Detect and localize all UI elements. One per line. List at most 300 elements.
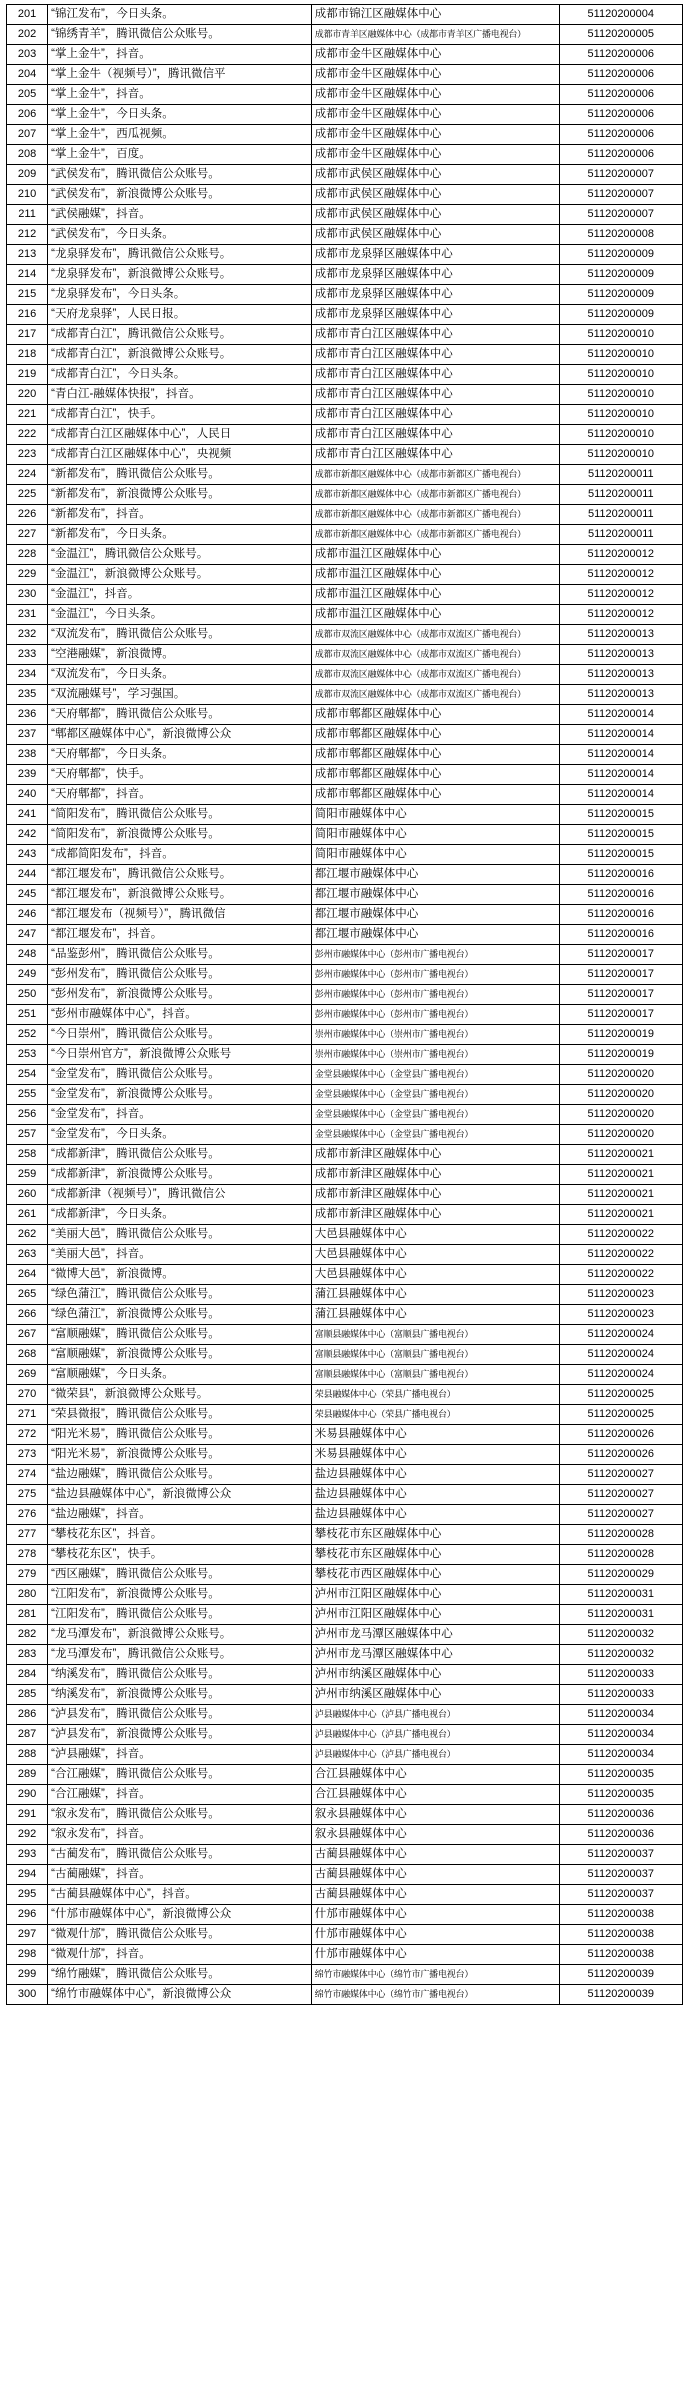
row-name: “今日崇州官方”，新浪微博公众账号 [48,1045,312,1065]
row-name: “成都新津”，今日头条。 [48,1205,312,1225]
row-index: 243 [7,845,48,865]
row-license-code: 51120200028 [559,1525,682,1545]
table-row [7,1125,683,1145]
row-organization: 成都市龙泉驿区融媒体中心 [311,285,559,305]
row-index: 291 [7,1805,48,1825]
row-organization: 合江县融媒体中心 [311,1785,559,1805]
row-organization: 简阳市融媒体中心 [311,825,559,845]
row-index: 205 [7,85,48,105]
row-license-code: 51120200015 [559,805,682,825]
row-index: 227 [7,525,48,545]
row-index: 248 [7,945,48,965]
table-row [7,1105,683,1125]
row-index: 236 [7,705,48,725]
row-index: 258 [7,1145,48,1165]
row-license-code: 51120200010 [559,365,682,385]
table-row [7,1285,683,1305]
row-index: 270 [7,1385,48,1405]
table-row [7,505,683,525]
table-row [7,5,683,25]
row-name: “彭州发布”，新浪微博公众账号。 [48,985,312,1005]
table-row [7,1705,683,1725]
table-row [7,65,683,85]
table-row [7,165,683,185]
table-row [7,1425,683,1445]
table-row [7,485,683,505]
row-organization: 成都市金牛区融媒体中心 [311,65,559,85]
row-index: 264 [7,1265,48,1285]
row-name: “成都青白江区融媒体中心”，央视频 [48,445,312,465]
row-name: “成都新津”，新浪微博公众账号。 [48,1165,312,1185]
table-row [7,1885,683,1905]
row-organization: 泸州市江阳区融媒体中心 [311,1585,559,1605]
row-index: 267 [7,1325,48,1345]
row-license-code: 51120200014 [559,745,682,765]
row-organization: 简阳市融媒体中心 [311,805,559,825]
table-row [7,1585,683,1605]
row-organization: 成都市新津区融媒体中心 [311,1185,559,1205]
row-name: “品鉴彭州”，腾讯微信公众账号。 [48,945,312,965]
row-license-code: 51120200016 [559,865,682,885]
table-row [7,1025,683,1045]
table-row [7,105,683,125]
table-row [7,1805,683,1825]
row-organization: 盐边县融媒体中心 [311,1465,559,1485]
row-organization: 荣县融媒体中心（荣县广播电视台） [311,1385,559,1405]
row-organization: 大邑县融媒体中心 [311,1265,559,1285]
row-license-code: 51120200031 [559,1605,682,1625]
row-index: 251 [7,1005,48,1025]
row-license-code: 51120200011 [559,505,682,525]
table-row [7,1605,683,1625]
row-organization: 简阳市融媒体中心 [311,845,559,865]
row-license-code: 51120200014 [559,765,682,785]
row-name: “掌上金牛”，西瓜视频。 [48,125,312,145]
row-license-code: 51120200027 [559,1485,682,1505]
row-license-code: 51120200015 [559,845,682,865]
row-name: “微观什邡”，抖音。 [48,1945,312,1965]
row-name: “金温江”，抖音。 [48,585,312,605]
row-license-code: 51120200026 [559,1445,682,1465]
table-row [7,665,683,685]
row-license-code: 51120200019 [559,1045,682,1065]
row-license-code: 51120200020 [559,1085,682,1105]
row-name: “掌上金牛”，百度。 [48,145,312,165]
table-row [7,1145,683,1165]
row-name: “西区融媒”，腾讯微信公众账号。 [48,1565,312,1585]
row-index: 252 [7,1025,48,1045]
table-body [7,5,683,2005]
row-name: “金堂发布”，新浪微博公众账号。 [48,1085,312,1105]
table-row [7,865,683,885]
row-name: “富顺融媒”，今日头条。 [48,1365,312,1385]
table-row [7,705,683,725]
row-license-code: 51120200027 [559,1505,682,1525]
row-license-code: 51120200017 [559,1005,682,1025]
row-index: 279 [7,1565,48,1585]
row-license-code: 51120200012 [559,605,682,625]
row-license-code: 51120200025 [559,1405,682,1425]
row-index: 244 [7,865,48,885]
row-organization: 泸州市纳溪区融媒体中心 [311,1665,559,1685]
row-index: 292 [7,1825,48,1845]
row-name: “什邡市融媒体中心”，新浪微博公众 [48,1905,312,1925]
row-name: “金堂发布”，腾讯微信公众账号。 [48,1065,312,1085]
row-organization: 富顺县融媒体中心（富顺县广播电视台） [311,1325,559,1345]
row-name: “今日崇州”，腾讯微信公众账号。 [48,1025,312,1045]
row-organization: 金堂县融媒体中心（金堂县广播电视台） [311,1085,559,1105]
row-license-code: 51120200010 [559,345,682,365]
row-organization: 什邡市融媒体中心 [311,1925,559,1945]
table-row [7,325,683,345]
row-license-code: 51120200036 [559,1805,682,1825]
row-organization: 泸县融媒体中心（泸县广播电视台） [311,1705,559,1725]
row-name: “成都新津”，腾讯微信公众账号。 [48,1145,312,1165]
row-name: “龙泉驿发布”，今日头条。 [48,285,312,305]
table-row [7,245,683,265]
row-name: “成都新津（视频号）”，腾讯微信公 [48,1185,312,1205]
row-license-code: 51120200006 [559,65,682,85]
row-organization: 泸州市纳溪区融媒体中心 [311,1685,559,1705]
row-license-code: 51120200038 [559,1945,682,1965]
row-license-code: 51120200012 [559,585,682,605]
row-index: 232 [7,625,48,645]
row-index: 289 [7,1765,48,1785]
row-index: 229 [7,565,48,585]
table-row [7,1685,683,1705]
table-row [7,545,683,565]
table-row [7,1245,683,1265]
table-row [7,1645,683,1665]
table-row [7,765,683,785]
row-organization: 古蔺县融媒体中心 [311,1865,559,1885]
row-license-code: 51120200006 [559,125,682,145]
row-organization: 成都市青白江区融媒体中心 [311,405,559,425]
row-index: 282 [7,1625,48,1645]
row-organization: 成都市新津区融媒体中心 [311,1205,559,1225]
row-name: “成都青白江”，快手。 [48,405,312,425]
row-name: “绿色蒲江”，新浪微博公众账号。 [48,1305,312,1325]
row-organization: 崇州市融媒体中心（崇州市广播电视台） [311,1025,559,1045]
row-index: 300 [7,1985,48,2005]
table-row [7,1165,683,1185]
row-organization: 彭州市融媒体中心（彭州市广播电视台） [311,965,559,985]
row-index: 263 [7,1245,48,1265]
row-name: “天府郫都”，快手。 [48,765,312,785]
row-license-code: 51120200039 [559,1965,682,1985]
row-license-code: 51120200020 [559,1065,682,1085]
row-organization: 泸州市龙马潭区融媒体中心 [311,1625,559,1645]
row-name: “微博大邑”，新浪微博。 [48,1265,312,1285]
row-license-code: 51120200037 [559,1885,682,1905]
row-index: 220 [7,385,48,405]
table-row [7,1665,683,1685]
table-row [7,1945,683,1965]
table-row [7,1845,683,1865]
row-organization: 成都市新都区融媒体中心（成都市新都区广播电视台） [311,525,559,545]
row-index: 294 [7,1865,48,1885]
row-organization: 金堂县融媒体中心（金堂县广播电视台） [311,1065,559,1085]
row-license-code: 51120200006 [559,105,682,125]
table-row [7,1765,683,1785]
row-index: 233 [7,645,48,665]
row-index: 288 [7,1745,48,1765]
row-license-code: 51120200010 [559,385,682,405]
row-license-code: 51120200019 [559,1025,682,1045]
row-license-code: 51120200023 [559,1305,682,1325]
row-name: “叙永发布”，抖音。 [48,1825,312,1845]
row-license-code: 51120200014 [559,785,682,805]
table-row [7,1465,683,1485]
row-index: 298 [7,1945,48,1965]
row-license-code: 51120200020 [559,1125,682,1145]
row-index: 281 [7,1605,48,1625]
row-name: “富顺融媒”，腾讯微信公众账号。 [48,1325,312,1345]
table-row [7,45,683,65]
row-license-code: 51120200035 [559,1785,682,1805]
row-license-code: 51120200010 [559,325,682,345]
row-license-code: 51120200006 [559,85,682,105]
table-row [7,385,683,405]
table-row [7,1925,683,1945]
row-organization: 都江堰市融媒体中心 [311,865,559,885]
row-name: “美丽大邑”，腾讯微信公众账号。 [48,1225,312,1245]
row-organization: 古蔺县融媒体中心 [311,1845,559,1865]
table-row [7,605,683,625]
row-index: 254 [7,1065,48,1085]
row-index: 249 [7,965,48,985]
row-name: “武侯发布”，今日头条。 [48,225,312,245]
table-row [7,1825,683,1845]
row-index: 259 [7,1165,48,1185]
row-organization: 绵竹市融媒体中心（绵竹市广播电视台） [311,1965,559,1985]
row-organization: 成都市新津区融媒体中心 [311,1145,559,1165]
row-organization: 成都市武侯区融媒体中心 [311,185,559,205]
row-name: “龙马潭发布”，腾讯微信公众账号。 [48,1645,312,1665]
row-organization: 成都市郫都区融媒体中心 [311,785,559,805]
table-row [7,1325,683,1345]
table-row [7,985,683,1005]
row-organization: 都江堰市融媒体中心 [311,925,559,945]
row-name: “锦江发布”，今日头条。 [48,5,312,25]
row-index: 285 [7,1685,48,1705]
row-index: 215 [7,285,48,305]
row-name: “天府龙泉驿”，人民日报。 [48,305,312,325]
row-license-code: 51120200012 [559,545,682,565]
row-index: 219 [7,365,48,385]
row-organization: 成都市龙泉驿区融媒体中心 [311,305,559,325]
row-name: “攀枝花东区”，抖音。 [48,1525,312,1545]
row-name: “掌上金牛”，抖音。 [48,85,312,105]
row-name: “金堂发布”，抖音。 [48,1105,312,1125]
row-license-code: 51120200022 [559,1225,682,1245]
row-name: “阳光米易”，腾讯微信公众账号。 [48,1425,312,1445]
row-license-code: 51120200037 [559,1845,682,1865]
row-organization: 都江堰市融媒体中心 [311,905,559,925]
table-row [7,1625,683,1645]
row-name: “盐边融媒”，腾讯微信公众账号。 [48,1465,312,1485]
row-index: 253 [7,1045,48,1065]
row-license-code: 51120200009 [559,305,682,325]
row-license-code: 51120200026 [559,1425,682,1445]
row-organization: 成都市龙泉驿区融媒体中心 [311,265,559,285]
row-index: 208 [7,145,48,165]
table-row [7,1045,683,1065]
row-organization: 蒲江县融媒体中心 [311,1305,559,1325]
row-license-code: 51120200014 [559,725,682,745]
row-organization: 成都市双流区融媒体中心（成都市双流区广播电视台） [311,625,559,645]
row-index: 228 [7,545,48,565]
row-license-code: 51120200014 [559,705,682,725]
table-row [7,685,683,705]
table-row [7,1485,683,1505]
row-name: “天府郫都”，腾讯微信公众账号。 [48,705,312,725]
row-index: 210 [7,185,48,205]
row-index: 211 [7,205,48,225]
row-name: “新都发布”，新浪微博公众账号。 [48,485,312,505]
row-license-code: 51120200021 [559,1205,682,1225]
row-name: “掌上金牛（视频号）”，腾讯微信平 [48,65,312,85]
row-organization: 成都市郫都区融媒体中心 [311,745,559,765]
row-name: “金温江”，新浪微博公众账号。 [48,565,312,585]
row-name: “成都简阳发布”，抖音。 [48,845,312,865]
row-license-code: 51120200024 [559,1365,682,1385]
row-organization: 米易县融媒体中心 [311,1445,559,1465]
table-row [7,845,683,865]
row-index: 239 [7,765,48,785]
table-row [7,1505,683,1525]
row-name: “阳光米易”，新浪微博公众账号。 [48,1445,312,1465]
row-name: “新都发布”，今日头条。 [48,525,312,545]
row-index: 218 [7,345,48,365]
row-organization: 成都市温江区融媒体中心 [311,545,559,565]
row-license-code: 51120200004 [559,5,682,25]
table-row [7,565,683,585]
row-organization: 成都市青白江区融媒体中心 [311,425,559,445]
row-license-code: 51120200013 [559,625,682,645]
table-row [7,445,683,465]
row-organization: 成都市双流区融媒体中心（成都市双流区广播电视台） [311,645,559,665]
row-organization: 成都市新都区融媒体中心（成都市新都区广播电视台） [311,485,559,505]
row-organization: 成都市郫都区融媒体中心 [311,765,559,785]
row-name: “叙永发布”，腾讯微信公众账号。 [48,1805,312,1825]
row-name: “成都青白江区融媒体中心”，人民日 [48,425,312,445]
table-row [7,1205,683,1225]
row-organization: 成都市武侯区融媒体中心 [311,165,559,185]
table-row [7,205,683,225]
row-name: “掌上金牛”，抖音。 [48,45,312,65]
row-name: “攀枝花东区”，快手。 [48,1545,312,1565]
table-row [7,945,683,965]
row-index: 255 [7,1085,48,1105]
row-organization: 成都市双流区融媒体中心（成都市双流区广播电视台） [311,685,559,705]
row-license-code: 51120200024 [559,1345,682,1365]
table-row [7,785,683,805]
row-index: 284 [7,1665,48,1685]
row-index: 295 [7,1885,48,1905]
row-index: 226 [7,505,48,525]
row-index: 276 [7,1505,48,1525]
row-organization: 金堂县融媒体中心（金堂县广播电视台） [311,1125,559,1145]
row-license-code: 51120200009 [559,265,682,285]
row-index: 262 [7,1225,48,1245]
row-name: “新都发布”，抖音。 [48,505,312,525]
row-license-code: 51120200007 [559,185,682,205]
row-index: 242 [7,825,48,845]
table-row [7,225,683,245]
row-name: “金温江”，腾讯微信公众账号。 [48,545,312,565]
row-organization: 彭州市融媒体中心（彭州市广播电视台） [311,1005,559,1025]
registration-table [6,4,683,2005]
row-name: “合江融媒”，抖音。 [48,1785,312,1805]
row-organization: 古蔺县融媒体中心 [311,1885,559,1905]
table-row [7,465,683,485]
row-organization: 大邑县融媒体中心 [311,1245,559,1265]
row-name: “成都青白江”，新浪微博公众账号。 [48,345,312,365]
row-index: 277 [7,1525,48,1545]
row-license-code: 51120200038 [559,1905,682,1925]
row-name: “富顺融媒”，新浪微博公众账号。 [48,1345,312,1365]
row-name: “合江融媒”，腾讯微信公众账号。 [48,1765,312,1785]
row-name: “天府郫都”，抖音。 [48,785,312,805]
row-name: “成都青白江”，今日头条。 [48,365,312,385]
row-name: “泸县发布”，腾讯微信公众账号。 [48,1705,312,1725]
row-name: “青白江-融媒体快报”，抖音。 [48,385,312,405]
row-license-code: 51120200037 [559,1865,682,1885]
row-index: 296 [7,1905,48,1925]
row-name: “新都发布”，腾讯微信公众账号。 [48,465,312,485]
table-row [7,1385,683,1405]
row-organization: 成都市温江区融媒体中心 [311,565,559,585]
table-row [7,1865,683,1885]
row-organization: 米易县融媒体中心 [311,1425,559,1445]
row-organization: 攀枝花市西区融媒体中心 [311,1565,559,1585]
row-name: “古蔺县融媒体中心”，抖音。 [48,1885,312,1905]
row-name: “都江堰发布”，抖音。 [48,925,312,945]
table-row [7,645,683,665]
row-organization: 金堂县融媒体中心（金堂县广播电视台） [311,1105,559,1125]
table-row [7,1185,683,1205]
row-index: 273 [7,1445,48,1465]
row-organization: 泸州市龙马潭区融媒体中心 [311,1645,559,1665]
row-license-code: 51120200025 [559,1385,682,1405]
row-organization: 成都市武侯区融媒体中心 [311,205,559,225]
table-row [7,1005,683,1025]
row-name: “掌上金牛”，今日头条。 [48,105,312,125]
row-license-code: 51120200015 [559,825,682,845]
row-organization: 成都市锦江区融媒体中心 [311,5,559,25]
row-license-code: 51120200017 [559,945,682,965]
table-row [7,1745,683,1765]
row-name: “绿色蒲江”，腾讯微信公众账号。 [48,1285,312,1305]
row-organization: 成都市郫都区融媒体中心 [311,705,559,725]
row-license-code: 51120200031 [559,1585,682,1605]
row-index: 247 [7,925,48,945]
row-index: 283 [7,1645,48,1665]
row-name: “美丽大邑”，抖音。 [48,1245,312,1265]
row-license-code: 51120200010 [559,405,682,425]
row-license-code: 51120200034 [559,1745,682,1765]
row-name: “盐边融媒”，抖音。 [48,1505,312,1525]
row-index: 290 [7,1785,48,1805]
row-name: “武侯发布”，腾讯微信公众账号。 [48,165,312,185]
row-license-code: 51120200016 [559,925,682,945]
row-index: 225 [7,485,48,505]
row-license-code: 51120200021 [559,1145,682,1165]
row-organization: 成都市金牛区融媒体中心 [311,145,559,165]
row-organization: 成都市金牛区融媒体中心 [311,85,559,105]
row-name: “纳溪发布”，腾讯微信公众账号。 [48,1665,312,1685]
